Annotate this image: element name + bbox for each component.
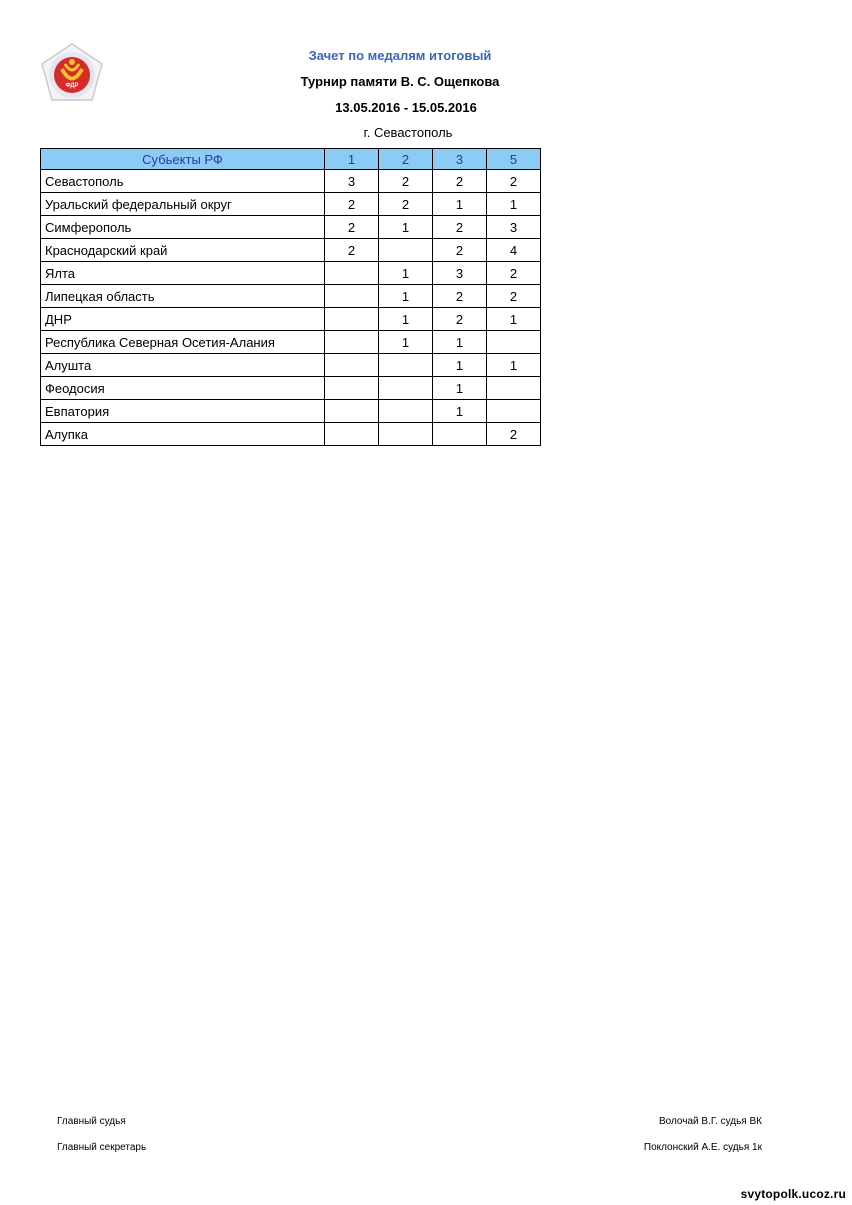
column-header-place-1: 1 bbox=[325, 149, 379, 170]
place-5-count: 1 bbox=[487, 308, 541, 331]
place-2-count: 1 bbox=[379, 308, 433, 331]
place-1-count bbox=[325, 354, 379, 377]
place-1-count: 2 bbox=[325, 193, 379, 216]
table-header-row bbox=[41, 149, 541, 170]
table-row bbox=[41, 354, 541, 377]
place-2-count bbox=[379, 423, 433, 446]
place-1-count bbox=[325, 423, 379, 446]
place-3-count: 2 bbox=[433, 308, 487, 331]
region-name: Симферополь bbox=[41, 216, 325, 239]
place-2-count: 1 bbox=[379, 331, 433, 354]
place-5-count: 2 bbox=[487, 423, 541, 446]
place-2-count: 2 bbox=[379, 193, 433, 216]
chief-judge-label: Главный судья bbox=[57, 1116, 126, 1127]
column-header-place-5: 5 bbox=[487, 149, 541, 170]
place-2-count bbox=[379, 354, 433, 377]
site-watermark: svytopolk.ucoz.ru bbox=[740, 1187, 846, 1201]
place-3-count: 2 bbox=[433, 170, 487, 193]
column-header-place-2: 2 bbox=[379, 149, 433, 170]
place-3-count: 1 bbox=[433, 193, 487, 216]
medal-title: Зачет по медалям итоговый bbox=[308, 48, 492, 63]
region-name: Алупка bbox=[41, 423, 325, 446]
place-2-count bbox=[379, 400, 433, 423]
table-row bbox=[41, 285, 541, 308]
place-3-count: 1 bbox=[433, 331, 487, 354]
table-row bbox=[41, 216, 541, 239]
place-5-count: 1 bbox=[487, 193, 541, 216]
table-row bbox=[41, 400, 541, 423]
tournament-city: г. Севастополь bbox=[363, 125, 453, 140]
place-1-count: 3 bbox=[325, 170, 379, 193]
region-name: Краснодарский край bbox=[41, 239, 325, 262]
place-3-count: 2 bbox=[433, 239, 487, 262]
place-5-count: 2 bbox=[487, 262, 541, 285]
place-1-count bbox=[325, 285, 379, 308]
place-2-count: 2 bbox=[379, 170, 433, 193]
region-name: Севастополь bbox=[41, 170, 325, 193]
place-5-count bbox=[487, 331, 541, 354]
place-3-count: 2 bbox=[433, 216, 487, 239]
place-1-count bbox=[325, 262, 379, 285]
table-row bbox=[41, 308, 541, 331]
region-name: Республика Северная Осетия-Алания bbox=[41, 331, 325, 354]
table-row bbox=[41, 239, 541, 262]
chief-secretary-name: Поклонский А.Е. судья 1к bbox=[643, 1142, 762, 1153]
medal-table bbox=[40, 148, 541, 446]
place-3-count bbox=[433, 423, 487, 446]
chief-judge-name: Волочай В.Г. судья ВК bbox=[658, 1116, 762, 1127]
place-5-count: 2 bbox=[487, 170, 541, 193]
place-1-count bbox=[325, 308, 379, 331]
place-2-count: 1 bbox=[379, 216, 433, 239]
place-3-count: 2 bbox=[433, 285, 487, 308]
tournament-title: Турнир памяти В. С. Ощепкова bbox=[300, 74, 500, 89]
table-row bbox=[41, 423, 541, 446]
place-5-count: 1 bbox=[487, 354, 541, 377]
table-row bbox=[41, 262, 541, 285]
place-1-count bbox=[325, 400, 379, 423]
place-2-count: 1 bbox=[379, 262, 433, 285]
place-3-count: 1 bbox=[433, 400, 487, 423]
place-5-count: 3 bbox=[487, 216, 541, 239]
place-1-count: 2 bbox=[325, 216, 379, 239]
place-1-count bbox=[325, 377, 379, 400]
table-row bbox=[41, 170, 541, 193]
place-1-count bbox=[325, 331, 379, 354]
chief-secretary-label: Главный секретарь bbox=[57, 1142, 147, 1153]
table-row bbox=[41, 193, 541, 216]
place-3-count: 1 bbox=[433, 377, 487, 400]
region-name: Алушта bbox=[41, 354, 325, 377]
logo-text: ФДР bbox=[65, 83, 79, 89]
region-name: Уральский федеральный округ bbox=[41, 193, 325, 216]
region-name: Евпатория bbox=[41, 400, 325, 423]
region-name: Липецкая область bbox=[41, 285, 325, 308]
place-2-count bbox=[379, 239, 433, 262]
place-3-count: 1 bbox=[433, 354, 487, 377]
table-row bbox=[41, 331, 541, 354]
place-5-count bbox=[487, 400, 541, 423]
federation-logo-icon bbox=[38, 42, 106, 106]
column-header-place-3: 3 bbox=[433, 149, 487, 170]
place-5-count: 4 bbox=[487, 239, 541, 262]
region-name: ДНР bbox=[41, 308, 325, 331]
table-row bbox=[41, 377, 541, 400]
place-1-count: 2 bbox=[325, 239, 379, 262]
place-5-count bbox=[487, 377, 541, 400]
region-name: Феодосия bbox=[41, 377, 325, 400]
place-2-count bbox=[379, 377, 433, 400]
tournament-dates: 13.05.2016 - 15.05.2016 bbox=[335, 100, 477, 115]
place-2-count: 1 bbox=[379, 285, 433, 308]
place-3-count: 3 bbox=[433, 262, 487, 285]
column-header-region: Субьекты РФ bbox=[41, 149, 325, 170]
place-5-count: 2 bbox=[487, 285, 541, 308]
region-name: Ялта bbox=[41, 262, 325, 285]
